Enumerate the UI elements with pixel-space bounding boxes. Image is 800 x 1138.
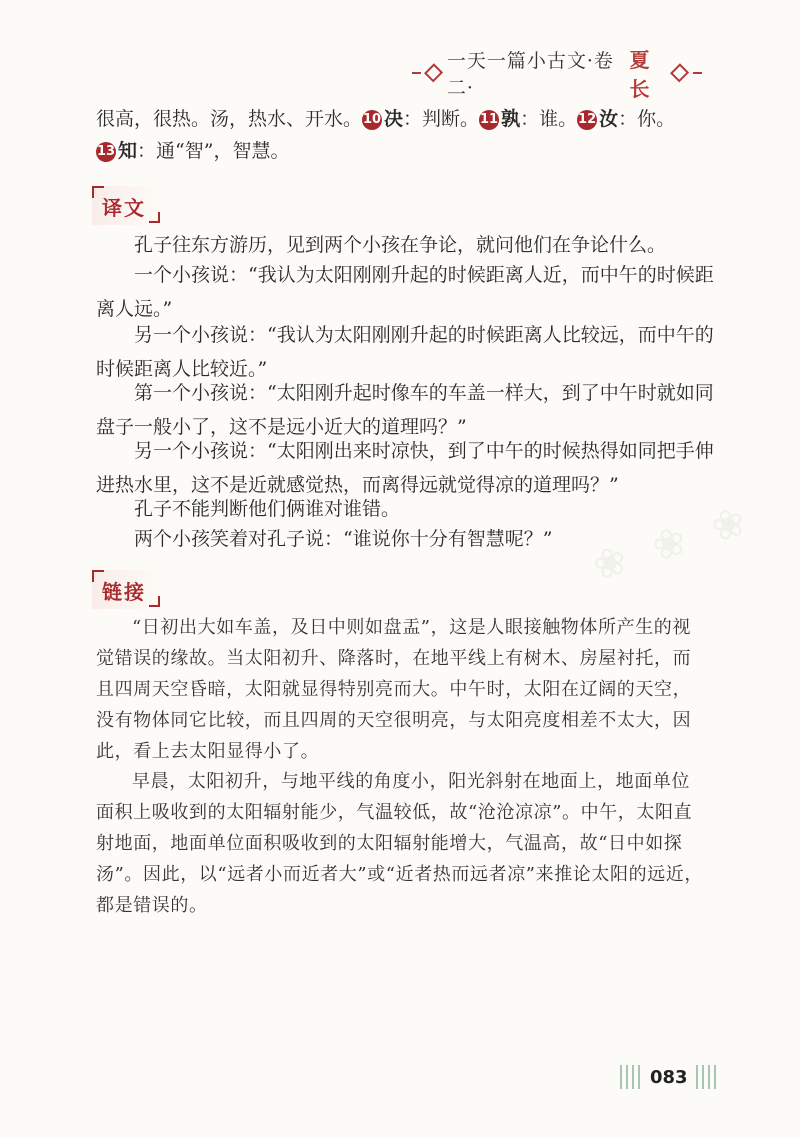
gloss-lead: 很高，很热。汤，热水、开水。 <box>96 108 363 130</box>
link-paragraph: “日初出大如车盖，及日中则如盘盂”，这是人眼接触物体所产生的视觉错误的缘故。当太阳初升、降落时，在地平线上有树木、房屋衬托，而且四周天空昏暗，太阳就显得特别亮而大。中午时，太阳在辽阔的天空，没有物体同它比较，而且四周的天空很明亮，与太阳亮度相差不太大，因此，看上去太阳显得小了。 <box>96 617 692 762</box>
gloss-def: ：谁。 <box>520 108 578 130</box>
translation-paragraph: 一个小孩说：“我认为太阳刚刚升起的时候距离人近，而中午的时候距离人远。” <box>96 264 714 320</box>
section-title-translation <box>92 186 160 222</box>
header-season: 夏长 <box>629 48 650 101</box>
header-ornament-right-icon <box>670 63 689 82</box>
header-title: 一天一篇小古文·卷二· <box>446 50 614 99</box>
section-title-frame: 译文 <box>92 186 160 225</box>
note-number-badge: 12 <box>577 110 597 130</box>
gloss-def: ：判断。 <box>403 108 480 130</box>
translation-paragraph: 孔子往东方游历，见到两个小孩在争论，就问他们在争论什么。 <box>134 234 667 256</box>
translation-paragraph: 另一个小孩说：“太阳刚出来时凉快，到了中午的时候热得如同把手伸进热水里，这不是近就感觉热，而离得远就觉得凉的道理吗？” <box>96 440 714 496</box>
page-number: 083 <box>650 1066 688 1088</box>
page-footer <box>620 1062 718 1092</box>
gloss-line-1 <box>96 102 716 136</box>
gloss-term: 知 <box>118 140 138 162</box>
gloss-term: 决 <box>384 108 404 130</box>
note-number-badge: 13 <box>96 142 116 162</box>
translation-paragraph: 第一个小孩说：“太阳刚升起时像车的车盖一样大，到了中午时就如同盘子一般小了，这不是远小近大的道理吗？” <box>96 382 714 438</box>
section-title-frame: 链接 <box>92 570 160 609</box>
translation-paragraph: 两个小孩笑着对孔子说：“谁说你十分有智慧呢？” <box>134 528 553 550</box>
watermark: ❀ ❀ ❀ <box>586 495 760 591</box>
section-title-link <box>92 570 160 606</box>
gloss-term: 汝 <box>599 108 619 130</box>
header-ornament-bar <box>693 72 702 74</box>
translation-paragraph: 另一个小孩说：“我认为太阳刚刚升起的时候距离人比较远，而中午的时候距离人比较近。” <box>96 324 714 380</box>
link-paragraph: 早晨，太阳初升，与地平线的角度小，阳光斜射在地面上，地面单位面积上吸收到的太阳辐射能少，气温较低，故“沧沧凉凉”。中午，太阳直射地面，地面单位面积吸收到的太阳辐射能增大，气温高，故“日中如探汤”。因此，以“远者小而近者大”或“近者热而远者凉”来推论太阳的远近，都是错误的。 <box>96 771 704 916</box>
header-ornament-bar <box>412 72 421 74</box>
header-ornament-left-icon <box>424 63 443 82</box>
gloss-term: 孰 <box>501 108 521 130</box>
gloss-def: ：通“智”，智慧。 <box>137 140 290 162</box>
note-number-badge: 11 <box>479 110 499 130</box>
footer-hatch-icon <box>696 1065 718 1089</box>
translation-paragraph: 孔子不能判断他们俩谁对谁错。 <box>134 498 401 520</box>
gloss-line-2 <box>96 134 716 168</box>
gloss-def: ：你。 <box>618 108 676 130</box>
footer-hatch-icon <box>620 1065 642 1089</box>
note-number-badge: 10 <box>362 110 382 130</box>
running-header <box>412 48 702 101</box>
